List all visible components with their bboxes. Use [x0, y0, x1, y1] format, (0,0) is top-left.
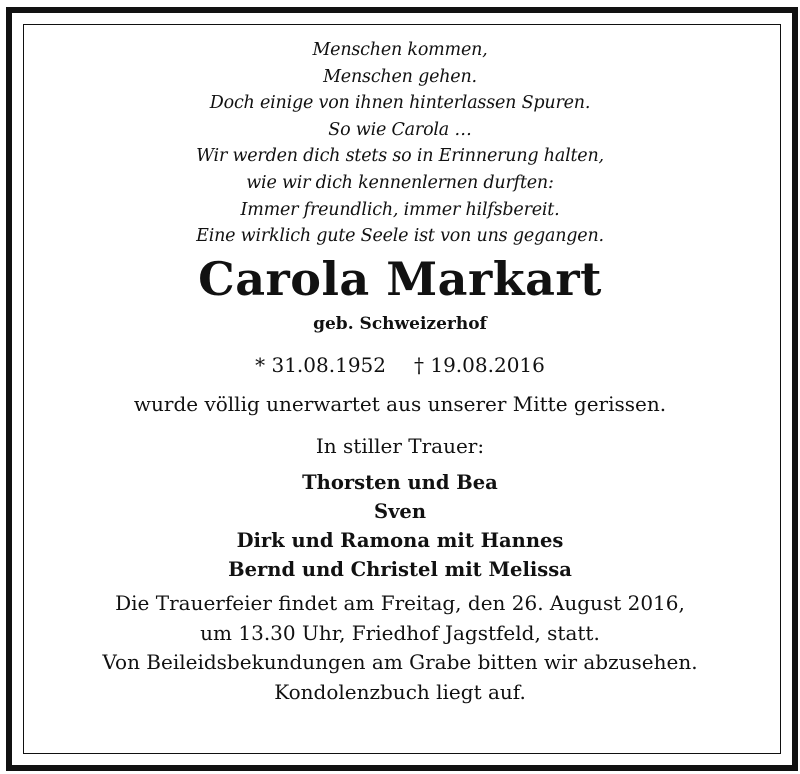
poem-line: Menschen kommen,: [312, 40, 488, 60]
funeral-service-info: [0, 589, 800, 707]
birth-name: geb. Schweizerhof: [313, 314, 487, 334]
mourner-entry: Sven: [374, 500, 426, 523]
poem-line: Wir werden dich stets so in Erinnerung halten,: [196, 146, 604, 167]
service-line: um 13.30 Uhr, Friedhof Jagstfeld, statt.: [200, 620, 600, 645]
poem-line: Immer freundlich, immer hilfsbereit.: [240, 199, 560, 220]
service-line: Kondolenzbuch liegt auf.: [274, 679, 526, 704]
service-line: Die Trauerfeier findet am Freitag, den 26. August 2016,: [115, 591, 685, 615]
mourner-entry: Thorsten und Bea: [302, 471, 498, 494]
poem-line: Doch einige von ihnen hinterlassen Spuren.: [209, 93, 591, 114]
life-dates: [0, 351, 800, 379]
service-line: Von Beileidsbekundungen am Grabe bitten wir abzusehen.: [102, 650, 698, 674]
mourners-list: [0, 468, 800, 584]
deceased-name: Carola Markart: [198, 252, 602, 306]
poem-line: So wie Carola …: [328, 119, 472, 140]
poem-line: wie wir dich kennenlernen durften:: [246, 172, 554, 193]
memorial-poem: [0, 37, 800, 250]
mourning-intro: In stiller Trauer:: [315, 434, 485, 458]
birth-date: * 31.08.1952: [255, 353, 386, 377]
mourner-entry: Bernd und Christel mit Melissa: [228, 558, 572, 581]
poem-line: Menschen gehen.: [323, 66, 477, 87]
mourner-entry: Dirk und Ramona mit Hannes: [236, 529, 564, 552]
death-date: † 19.08.2016: [414, 353, 545, 377]
death-statement: wurde völlig unerwartet aus unserer Mitte gerissen.: [133, 392, 667, 416]
poem-line: Eine wirklich gute Seele ist von uns gegangen.: [196, 226, 604, 247]
